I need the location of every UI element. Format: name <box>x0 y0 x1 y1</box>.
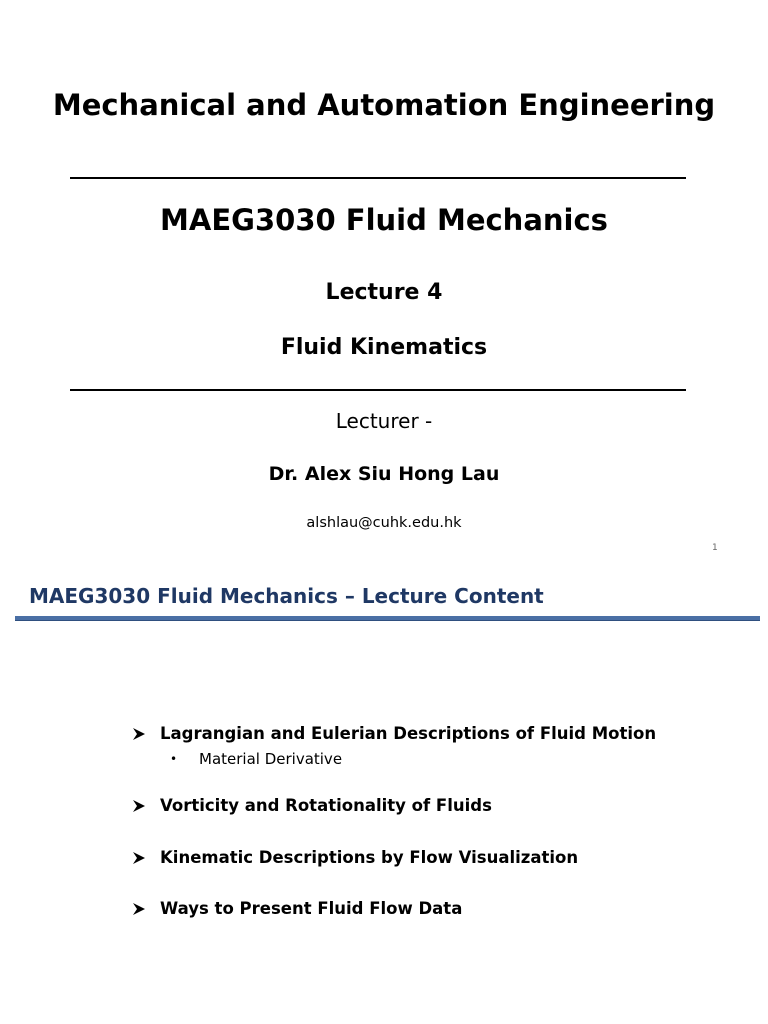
list-item-label: Lagrangian and Eulerian Descriptions of Fluid Motion <box>160 724 657 743</box>
list-item <box>130 847 690 869</box>
list-item-label: Ways to Present Fluid Flow Data <box>160 899 463 918</box>
list-item-label: Vorticity and Rotationality of Fluids <box>160 796 492 815</box>
sub-list-item <box>130 748 690 770</box>
content-slide-title: MAEG3030 Fluid Mechanics – Lecture Content <box>29 584 544 608</box>
lecture-number: Lecture 4 <box>325 280 443 305</box>
arrow-bullet-icon <box>130 847 150 869</box>
list-item <box>130 898 690 920</box>
divider-top <box>70 177 686 179</box>
arrow-bullet-icon <box>130 723 150 745</box>
lecture-topic: Fluid Kinematics <box>280 335 488 360</box>
page-number: 1 <box>712 543 718 553</box>
sub-list-item-label: Material Derivative <box>199 750 343 768</box>
course-title: MAEG3030 Fluid Mechanics <box>160 203 608 237</box>
arrow-bullet-icon <box>130 795 150 817</box>
arrow-bullet-icon <box>130 898 150 920</box>
lecturer-label: Lecturer - <box>335 409 433 433</box>
list-item <box>130 723 690 745</box>
lecturer-email[interactable]: alshlau@cuhk.edu.hk <box>306 515 462 531</box>
list-item <box>130 795 690 817</box>
content-slide <box>0 568 768 1024</box>
divider-bottom <box>70 389 686 391</box>
lecturer-name: Dr. Alex Siu Hong Lau <box>268 463 500 485</box>
title-underline-bar <box>15 616 760 621</box>
dot-bullet-icon: • <box>170 752 178 766</box>
department-heading: Mechanical and Automation Engineering <box>52 88 716 122</box>
list-item-label: Kinematic Descriptions by Flow Visualization <box>160 848 579 867</box>
